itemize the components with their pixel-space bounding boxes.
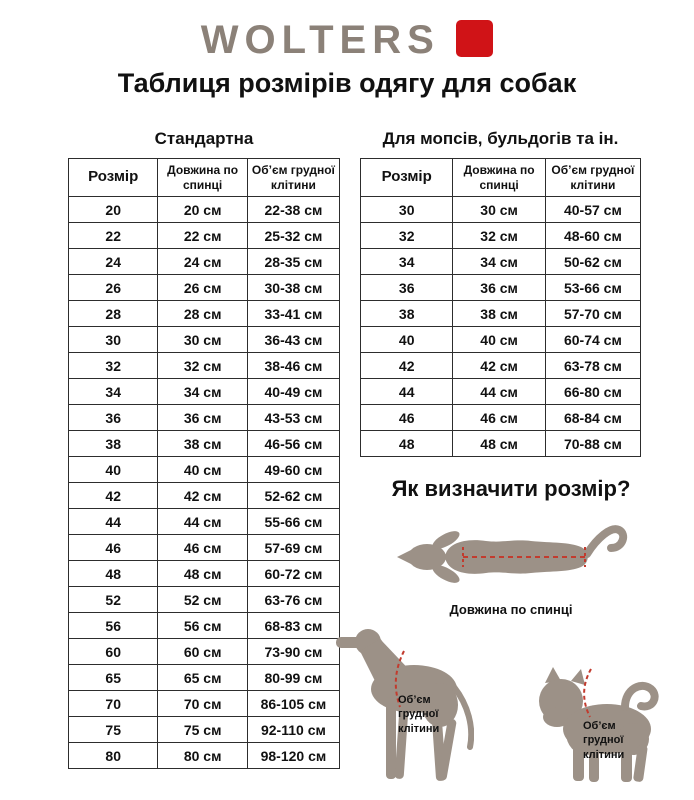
size-cell: 20 — [69, 197, 158, 223]
back-length-cell: 42 см — [453, 353, 545, 379]
chest-volume-cell: 92-110 см — [247, 717, 339, 743]
back-length-cell: 32 см — [453, 223, 545, 249]
size-cell: 46 — [361, 405, 453, 431]
back-length-cell: 65 см — [158, 665, 247, 691]
chest-volume-cell: 86-105 см — [247, 691, 339, 717]
table-row — [361, 197, 641, 223]
back-length-cell: 56 см — [158, 613, 247, 639]
size-cell: 40 — [361, 327, 453, 353]
size-cell: 32 — [361, 223, 453, 249]
table-row — [69, 379, 340, 405]
brand-logo-red-square — [456, 20, 493, 57]
size-cell: 42 — [69, 483, 158, 509]
size-cell: 34 — [361, 249, 453, 275]
back-length-cell: 26 см — [158, 275, 247, 301]
chest-volume-cell: 46-56 см — [247, 431, 339, 457]
chest-volume-cell: 40-57 см — [545, 197, 640, 223]
size-cell: 56 — [69, 613, 158, 639]
chest-volume-cell: 48-60 см — [545, 223, 640, 249]
table-row — [361, 275, 641, 301]
table-row — [69, 535, 340, 561]
table-row — [69, 431, 340, 457]
table-row — [361, 223, 641, 249]
table-row — [69, 353, 340, 379]
back-length-cell: 34 см — [158, 379, 247, 405]
chest-volume-label: Об’єм грудної клітини — [583, 720, 625, 761]
size-cell: 28 — [69, 301, 158, 327]
back-length-cell: 44 см — [453, 379, 545, 405]
back-length-cell: 28 см — [158, 301, 247, 327]
bulldog-size-table — [360, 158, 641, 457]
back-length-cell: 40 см — [158, 457, 247, 483]
chest-volume-cell: 68-83 см — [247, 613, 339, 639]
table-row — [69, 691, 340, 717]
table-row — [69, 301, 340, 327]
back-length-cell: 75 см — [158, 717, 247, 743]
back-length-cell: 48 см — [158, 561, 247, 587]
header-chest-volume: Об’єм грудної клітини — [545, 159, 640, 197]
size-cell: 40 — [69, 457, 158, 483]
back-length-cell: 34 см — [453, 249, 545, 275]
size-cell: 42 — [361, 353, 453, 379]
back-length-cell: 24 см — [158, 249, 247, 275]
chest-volume-cell: 70-88 см — [545, 431, 640, 457]
size-cell: 44 — [361, 379, 453, 405]
table-row — [69, 587, 340, 613]
table-row — [69, 327, 340, 353]
chest-volume-cell: 22-38 см — [247, 197, 339, 223]
standard-size-section — [68, 122, 340, 769]
back-length-cell: 32 см — [158, 353, 247, 379]
size-cell: 48 — [361, 431, 453, 457]
chest-volume-cell: 55-66 см — [247, 509, 339, 535]
back-length-cell: 70 см — [158, 691, 247, 717]
size-cell: 60 — [69, 639, 158, 665]
back-length-cell: 46 см — [158, 535, 247, 561]
table-row — [361, 431, 641, 457]
back-length-cell: 38 см — [453, 301, 545, 327]
back-length-cell: 46 см — [453, 405, 545, 431]
back-length-cell: 40 см — [453, 327, 545, 353]
chest-volume-cell: 66-80 см — [545, 379, 640, 405]
chest-volume-cell: 30-38 см — [247, 275, 339, 301]
measuring-guide-section — [330, 476, 692, 789]
table-row — [69, 743, 340, 769]
brand-logo-text: WOLTERS — [200, 18, 440, 62]
size-cell: 36 — [69, 405, 158, 431]
table-row — [69, 249, 340, 275]
back-length-cell: 48 см — [453, 431, 545, 457]
size-cell: 44 — [69, 509, 158, 535]
chest-volume-cell: 52-62 см — [247, 483, 339, 509]
bulldog-size-section — [360, 122, 641, 457]
bulldog-table-title: Для мопсів, бульдогів та ін. — [382, 129, 619, 148]
size-cell: 48 — [69, 561, 158, 587]
size-cell: 26 — [69, 275, 158, 301]
table-row — [69, 197, 340, 223]
chest-volume-cell: 63-76 см — [247, 587, 339, 613]
dog-top-view-silhouette-icon — [391, 514, 631, 600]
chest-volume-cell: 28-35 см — [247, 249, 339, 275]
page-title: Таблиця розмірів одягу для собак — [117, 68, 577, 98]
size-cell: 52 — [69, 587, 158, 613]
chest-volume-cell: 53-66 см — [545, 275, 640, 301]
chest-volume-cell: 38-46 см — [247, 353, 339, 379]
chest-volume-cell: 60-72 см — [247, 561, 339, 587]
table-row — [69, 223, 340, 249]
chest-volume-cell: 33-41 см — [247, 301, 339, 327]
table-row — [361, 301, 641, 327]
table-row — [361, 379, 641, 405]
size-cell: 46 — [69, 535, 158, 561]
table-row — [69, 561, 340, 587]
size-cell: 30 — [361, 197, 453, 223]
header-size: Розмір — [361, 159, 453, 197]
chest-volume-cell: 73-90 см — [247, 639, 339, 665]
table-row — [69, 665, 340, 691]
side-view-dogs-row — [330, 629, 692, 789]
chest-volume-cell: 49-60 см — [247, 457, 339, 483]
size-cell: 36 — [361, 275, 453, 301]
header-back-length: Довжина по спинці — [453, 159, 545, 197]
dog-side-view-figure — [334, 629, 474, 789]
bulldog-side-view-figure — [529, 659, 674, 784]
back-length-cell: 80 см — [158, 743, 247, 769]
standard-size-table — [68, 158, 340, 769]
table-row — [69, 613, 340, 639]
chest-volume-label: Об’єм грудної клітини — [398, 694, 440, 735]
chest-volume-cell: 50-62 см — [545, 249, 640, 275]
size-cell: 38 — [69, 431, 158, 457]
standard-table-title: Стандартна — [154, 129, 254, 148]
size-cell: 22 — [69, 223, 158, 249]
back-length-cell: 36 см — [453, 275, 545, 301]
size-cell: 75 — [69, 717, 158, 743]
chest-volume-cell: 57-69 см — [247, 535, 339, 561]
size-cell: 38 — [361, 301, 453, 327]
size-cell: 32 — [69, 353, 158, 379]
table-row — [69, 509, 340, 535]
guide-title: Як визначити розмір? — [391, 476, 631, 501]
brand-header — [0, 20, 694, 60]
table-row — [69, 405, 340, 431]
table-row — [69, 717, 340, 743]
table-row — [69, 483, 340, 509]
back-length-cell: 42 см — [158, 483, 247, 509]
back-length-cell: 52 см — [158, 587, 247, 613]
chest-volume-cell: 25-32 см — [247, 223, 339, 249]
header-back-length: Довжина по спинці — [158, 159, 247, 197]
chest-volume-cell: 43-53 см — [247, 405, 339, 431]
table-row — [69, 457, 340, 483]
chest-volume-cell: 68-84 см — [545, 405, 640, 431]
table-header-row — [69, 159, 340, 197]
table-row — [69, 639, 340, 665]
dog-top-view-figure — [391, 514, 631, 600]
back-length-cell: 60 см — [158, 639, 247, 665]
back-length-cell: 30 см — [453, 197, 545, 223]
back-length-label: Довжина по спинці — [449, 602, 573, 617]
size-cell: 65 — [69, 665, 158, 691]
size-cell: 24 — [69, 249, 158, 275]
table-header-row — [361, 159, 641, 197]
header-chest-volume: Об’єм грудної клітини — [247, 159, 339, 197]
chest-volume-cell: 98-120 см — [247, 743, 339, 769]
back-length-cell: 20 см — [158, 197, 247, 223]
size-cell: 34 — [69, 379, 158, 405]
back-length-cell: 30 см — [158, 327, 247, 353]
chest-volume-cell: 36-43 см — [247, 327, 339, 353]
size-cell: 80 — [69, 743, 158, 769]
chest-volume-cell: 63-78 см — [545, 353, 640, 379]
chest-volume-cell: 57-70 см — [545, 301, 640, 327]
back-length-cell: 22 см — [158, 223, 247, 249]
table-row — [361, 405, 641, 431]
table-row — [69, 275, 340, 301]
table-row — [361, 249, 641, 275]
back-length-cell: 44 см — [158, 509, 247, 535]
back-length-cell: 36 см — [158, 405, 247, 431]
back-length-cell: 38 см — [158, 431, 247, 457]
table-row — [361, 353, 641, 379]
table-row — [361, 327, 641, 353]
size-cell: 70 — [69, 691, 158, 717]
chest-volume-cell: 40-49 см — [247, 379, 339, 405]
chest-volume-cell: 80-99 см — [247, 665, 339, 691]
chest-volume-cell: 60-74 см — [545, 327, 640, 353]
size-cell: 30 — [69, 327, 158, 353]
header-size: Розмір — [69, 159, 158, 197]
